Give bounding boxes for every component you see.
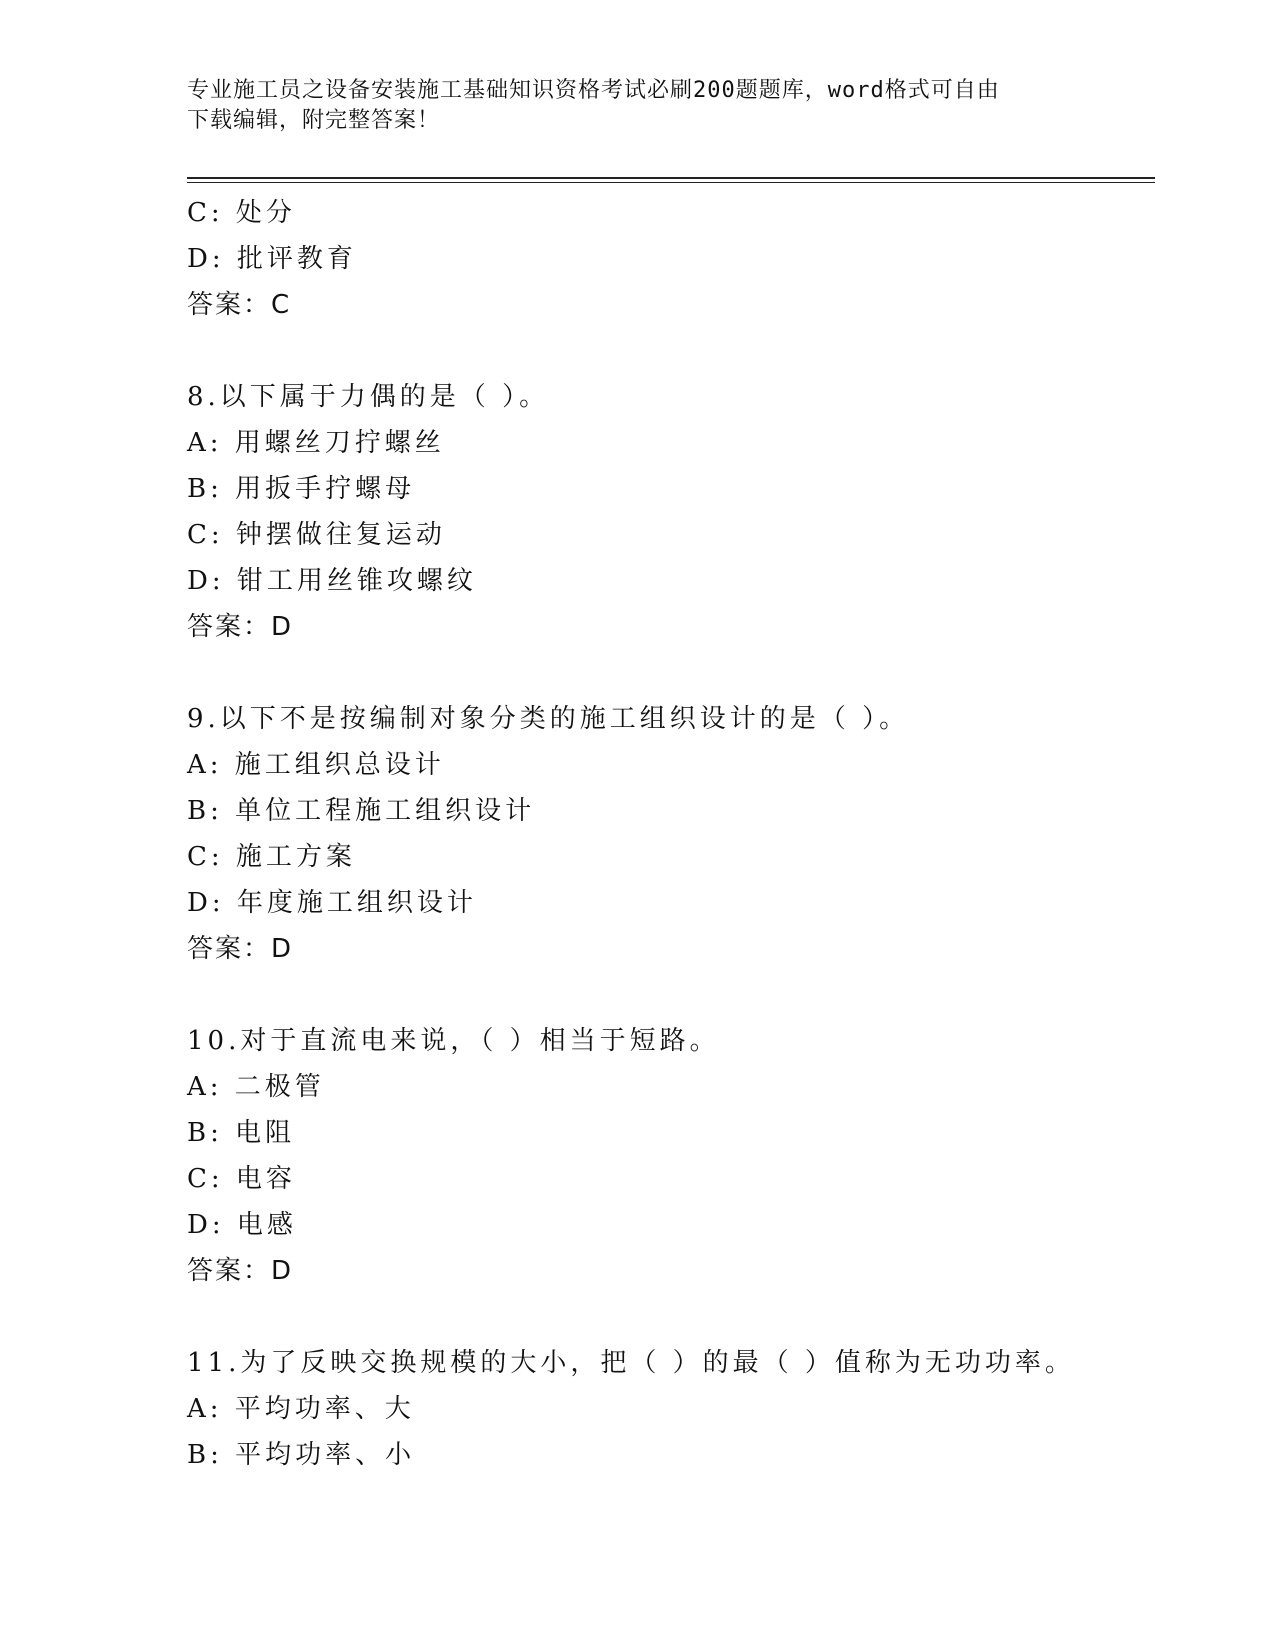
answer: 答案：C xyxy=(187,290,292,320)
answer: 答案：D xyxy=(187,612,294,642)
question-list xyxy=(187,190,1155,1478)
option-b: B: 用扳手拧螺母 xyxy=(187,474,416,504)
question-stem: 8.以下属于力偶的是（ ）。 xyxy=(187,382,550,412)
option-c: C: 施工方案 xyxy=(187,842,356,872)
option-c: C: 电容 xyxy=(187,1164,296,1194)
option-a: A: 二极管 xyxy=(187,1072,325,1102)
option-c: C: 钟摆做往复运动 xyxy=(187,520,446,550)
option-b: B: 单位工程施工组织设计 xyxy=(187,796,536,826)
answer: 答案：D xyxy=(187,934,294,964)
option-b: B: 平均功率、小 xyxy=(187,1440,416,1470)
question-stem: 11.为了反映交换规模的大小，把（ ）的最（ ）值称为无功功率。 xyxy=(187,1348,1075,1378)
header-line-1: 专业施工员之设备安装施工基础知识资格考试必刷200题题库，word格式可自由 xyxy=(187,78,1000,103)
option-a: A: 用螺丝刀拧螺丝 xyxy=(187,428,445,458)
answer: 答案：D xyxy=(187,1256,294,1286)
option-b: B: 电阻 xyxy=(187,1118,296,1148)
option-d: D: 批评教育 xyxy=(187,244,357,274)
header-rule-thin xyxy=(187,182,1155,183)
option-c: C: 处分 xyxy=(187,198,296,228)
header-rule-thick xyxy=(187,177,1155,179)
document-header xyxy=(187,76,1067,136)
option-d: D: 钳工用丝锥攻螺纹 xyxy=(187,566,477,596)
question-stem: 10.对于直流电来说，（ ）相当于短路。 xyxy=(187,1026,720,1056)
option-a: A: 平均功率、大 xyxy=(187,1394,415,1424)
option-a: A: 施工组织总设计 xyxy=(187,750,445,780)
question-stem: 9.以下不是按编制对象分类的施工组织设计的是（ ）。 xyxy=(187,704,910,734)
option-d: D: 电感 xyxy=(187,1210,297,1240)
header-line-2: 下载编辑，附完整答案！ xyxy=(187,108,441,133)
option-d: D: 年度施工组织设计 xyxy=(187,888,477,918)
